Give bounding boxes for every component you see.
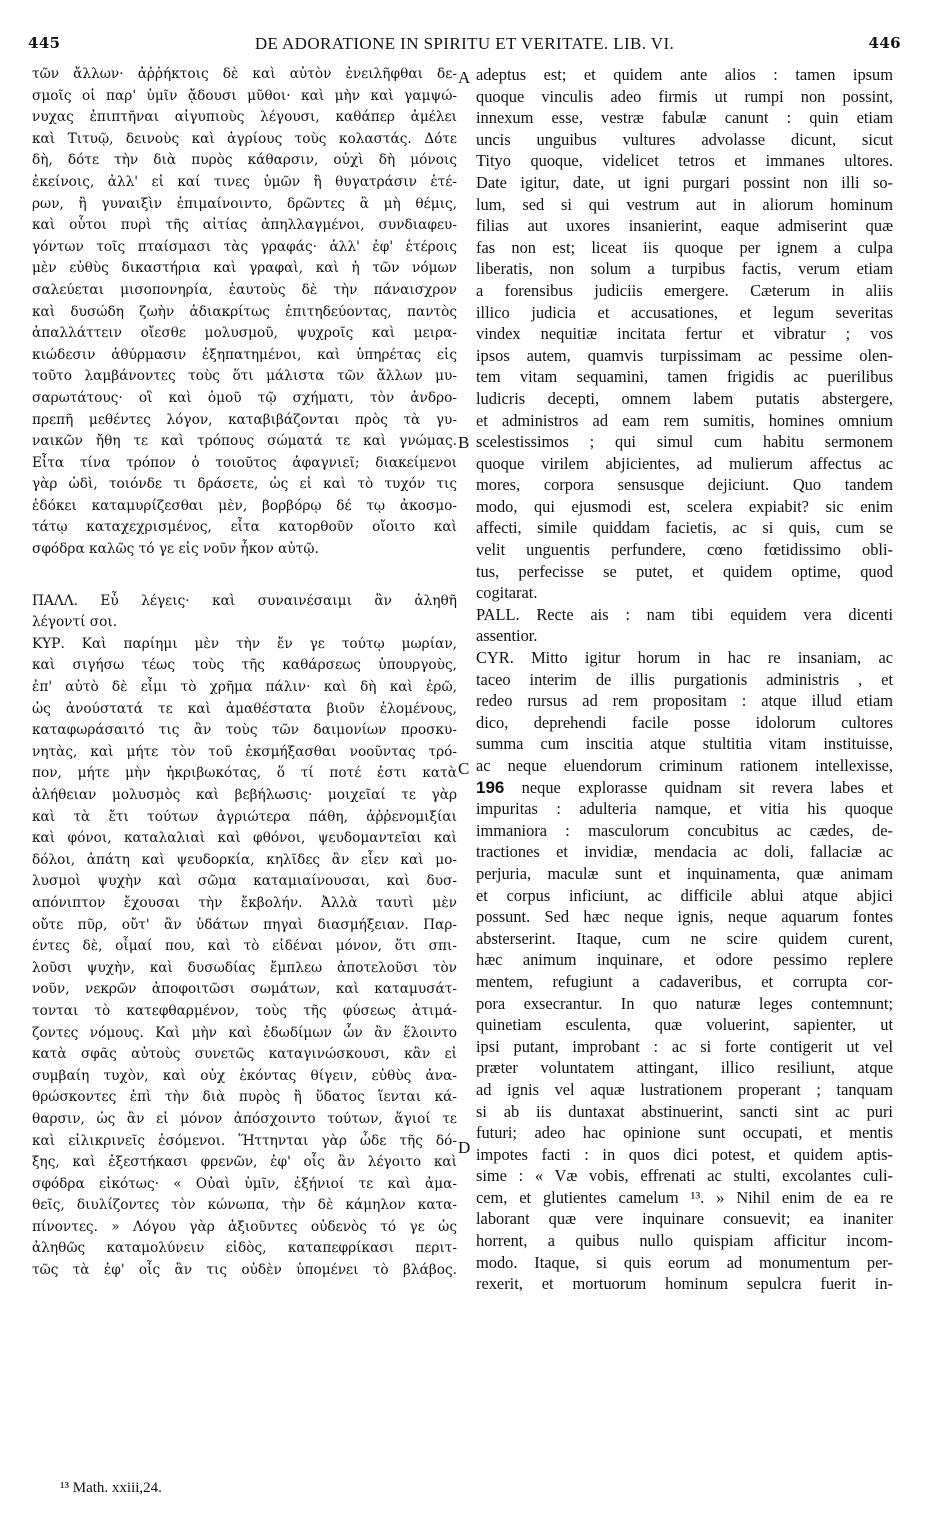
text-line: καὶ Τιτυῷ, δεινοὺς καὶ ἀγρίους τοὺς κολαστάς. Δότε (32, 130, 457, 147)
text-line: σφόδρα καλῶς τό γε εἰς νοῦν ἧκον αὐτῷ. (32, 541, 319, 558)
text-line: νοῦν, νεκρῶν ἀποφοιτῶσι σωμάτων, καὶ καταμυσάτ- (32, 981, 457, 998)
text-line: ἐδόκει καταμυρίζεσθαι μὲν, βορβόρῳ δέ τῳ ἀκοσμο- (32, 497, 457, 514)
text-line: mores, corpora sensusque dejiciunt. Quo tandem (476, 475, 893, 495)
text-line: καὶ οὗτοι πυρὶ τῆς αἰτίας ἀπηλλαγμένοι, συνδιαφευ- (32, 217, 457, 234)
text-line: scelestissimos ; qui simul cum habitu sermonem (476, 432, 893, 452)
text-line: ζοντες νόμους. Καὶ μὴν καὶ ἐδωδίμων ὧν ἂν ἕλοιντο (32, 1024, 457, 1041)
text-line: ΠΑΛΛ. Εὖ λέγεις· καὶ συναινέσαιμι ἂν ἀληθῆ (32, 592, 457, 609)
text-line: a forensibus judiciis emergere. Cæterum in aliis (476, 280, 893, 300)
text-line: horrent, a quibus nullo quispiam afficitur incom- (476, 1231, 893, 1251)
text-line: ἐκείνοις, ἀλλ' εἰ καί τινες ὑμῶν ἢ θυγατράσιν ἑτέ- (32, 173, 457, 190)
text-line: cogitarat. (476, 583, 538, 603)
text-line: σμοῖς οἱ παρ' ὑμῖν ᾄδουσι μῦθοι· καὶ μὴν καὶ γαμψώ- (32, 87, 457, 104)
text-line: θρώσκοντες ἐπὶ τὴν διὰ πυρὸς ἢ ὕδατος ἵενται κά- (32, 1089, 457, 1106)
text-line: pora exsecrantur. In quo naturæ leges contemnunt; (476, 993, 893, 1013)
text-line: sime : « Væ vobis, effrenati ac stulti, excolantes culi- (476, 1166, 893, 1186)
text-line: απόνιπτον ἔχουσαι τὴν ἔκβολήν. Ἀλλὰ ταυτὶ μὲν (32, 894, 457, 911)
text-line: ipsi putant, improbant : ac si forte contigerit ut vel (476, 1036, 893, 1056)
text-line: λυσμοὶ ψυχὴν καὶ σῶμα καταμιαίνουσαι, καὶ δυσ- (32, 873, 457, 890)
text-line: καὶ φόνοι, καταλαλιαὶ καὶ φθόνοι, ψευδομαντεῖαι καὶ (32, 830, 457, 847)
text-line: tem vitam sequamini, tamen frigidis ac puerilibus (476, 367, 893, 387)
text-line: ipsos autem, quamvis turpissimam ac pessime olen- (476, 345, 893, 365)
text-line: affecti, simile quiddam facietis, ac si quis, cum se (476, 518, 893, 538)
text-line: πίνοντες. » Λόγου γὰρ ἀξιοῦντες οὐδενὸς τό γε ὡς (32, 1218, 457, 1235)
text-line: uncis unguibus vultures advolasse dicunt, sicut (476, 129, 893, 149)
text-line: ἀλήθειαν μολυσμὸς καὶ βεβήλωσις· μοιχεῖαί τε γὰρ (32, 787, 457, 803)
text-line: assentior. (476, 626, 538, 646)
text-line: hæc animum inquinare, et odore pessimo replere (476, 950, 893, 970)
text-line: et corpus inficiunt, ac difficile ablui atque abjici (476, 885, 893, 905)
text-line (32, 561, 457, 591)
text-line: illico judicia et accusationes, et legum severitas (476, 302, 893, 322)
latin-column (476, 64, 893, 1295)
text-line: PALL. Recte ais : nam tibi equidem vera dicenti (476, 604, 893, 624)
text-line: καὶ δυσώδη ζωὴν ἀδιακρίτως ἐπιτηδεύοντας, παντὸς (32, 303, 457, 320)
text-line: quoque virilem abjicientes, ad mulierum affectus ac (476, 453, 893, 473)
text-line: λέγοντί σοι. (32, 614, 118, 631)
text-line: si ab iis duntaxat abstinuerint, sancti sint ac puri (476, 1101, 893, 1121)
page-number-right: 446 (868, 34, 901, 52)
text-line: liberatis, non solum a turpibus factis, verum etiam (476, 259, 893, 279)
text-line: λοῦσι ψυχὴν, καὶ δυσωδίας ἔμπλεω ἀποτελοῦσι τὸν (32, 959, 457, 976)
text-line: πρεπῆ μεθέντες λόγον, καταβιβάζονται πρὸς τὰ γυ- (32, 411, 457, 428)
text-line: præter voluntatem attingant, illico resiliunt, atque (476, 1058, 893, 1078)
text-line: τάτῳ καταχεχρισμένος, εἶτα κατορθοῦν οἴοιτο καὶ (32, 519, 457, 536)
text-line: laborant quæ vere inquinare consuevit; ea inaniter (476, 1209, 893, 1229)
margin-letter-d: D (458, 1138, 471, 1157)
text-line: velit unguentis perfundere, cœno fœtidissimo obli- (476, 540, 893, 560)
text-line: γόντων τοῖς πταίσμασι τὰς γραφάς· ἀλλ' ἐφ' ἑτέροις (32, 238, 457, 255)
text-line: κιώδεσιν ἀθύρμασιν ἐξηπατημένοι, καὶ ὑπηρέτας εἰς (32, 346, 457, 363)
text-line: summa cum inscitia atque stultitia vitam instituisse, (476, 734, 893, 754)
text-line: quoque vinculis adeo firmis ut rumpi non possint, (476, 86, 893, 106)
text-line: 196 neque explorasse quidnam sit revera labes et (476, 777, 893, 797)
text-line: fas non est; liceat iis quoque per ignem a culpa (476, 237, 893, 257)
text-line: ac neque eluendorum criminum rationem intellexisse, (476, 756, 893, 775)
text-line: CYR. Mitto igitur horum in hac re insaniam, ac (476, 648, 893, 668)
text-line: δόλοι, ἀπάτη καὶ ψευδορκία, κηλῖδες ἂν εἶεν καὶ μο- (32, 851, 457, 868)
text-line: modo. Itaque, si quis eorum ad monumentum per- (476, 1252, 893, 1272)
text-line: ad ignis vel aquæ lustrationem properant ; tanquam (476, 1079, 893, 1099)
text-line: impotes facti : in quos dici potest, et quidem aptis- (476, 1144, 893, 1164)
text-line: modo, qui ejusmodi est, scelera expiabit? sic enim (476, 496, 893, 516)
text-line: ἀληθῶς καταμολύνειν εἰδὸς, καταπεφρίκασι περιτ- (32, 1240, 457, 1257)
text-line: futuri; adeo hac opinione sunt occupati, et mentis (476, 1123, 893, 1143)
text-line: πον, μήτε μὴν ἠκριβωκότας, ὅ τί ποτέ ἐστι κατὰ (32, 765, 457, 782)
margin-letter-a: A (458, 68, 471, 87)
text-line: immaniora : masculorum concubitus ac cædes, de- (476, 820, 893, 840)
text-line: cem, et glutientes camelum ¹³. » Nihil enim de ea re (476, 1187, 893, 1207)
text-line: σαλεύεται μισοπονηρία, ἑαυτοὺς δὲ τὴν πάναισχρον (32, 281, 457, 298)
margin-letter-c: C (458, 759, 470, 778)
text-line: καταφωράσαιτό τις ἂν τοὺς τῶν δαιμονίων προσκυ- (32, 722, 457, 739)
text-line: καὶ τὰ ἔτι τούτων ἀγριώτερα πάθη, ἀῤῥενομιξίαι (32, 808, 457, 825)
text-line: τοῦτο λαμβάνοντες τοὺς ὅτι μάλιστα τῶν ἄλλων μυ- (32, 368, 457, 385)
greek-column (32, 64, 457, 1282)
running-title: DE ADORATIONE IN SPIRITU ET VERITATE. LIB. VI. (254, 34, 675, 53)
text-line: possunt. Sed hæc neque ignis, neque aquarum fontes (476, 907, 893, 927)
text-line: τονται τὸ κατεφθαρμένον, τοὺς τῆς φύσεως ἀτιμά- (32, 1002, 457, 1019)
text-line: ὡς ἀνούστατά τε καὶ ἀμαθέστατα βιοῦν ἑλομένους, (32, 700, 457, 717)
text-line: καὶ εἰλικρινεῖς ἐσόμενοι. Ἥττηνται γὰρ ὧδε τῆς δό- (32, 1132, 457, 1149)
text-line: perjuria, maculæ sunt et inquinamenta, quæ animam (476, 863, 893, 883)
text-line: ΚΥΡ. Καὶ παρίημι μὲν τὴν ἔν γε τούτῳ μωρίαν, (32, 635, 457, 652)
text-line: θεῖς, διυλίζοντες τὸν κώνωπα, τὴν δὲ κάμηλον κατα- (32, 1197, 457, 1214)
text-line: θαρσιν, ὡς ἂν εἰ μόνον ἀπόσχοιντο τούτων, ἅγιοί τε (32, 1110, 457, 1127)
text-line: σφόδρα εἰκότως· « Οὐαὶ ὑμῖν, ἐξήνιοί τε καὶ ἀμα- (32, 1175, 457, 1192)
text-line: ναικῶν ἤθη τε καὶ τρόπους σώματά τε καὶ γνώμας. (32, 433, 457, 450)
text-line: ludicris decepti, omnem labem putatis abstergere, (476, 388, 893, 408)
text-line: ξης, καὶ ἐξεστήκασι φρενῶν, ἐφ' οἷς ἂν λέγοιτο καὶ (32, 1154, 457, 1171)
text-line: vindex nequitiæ incitata fertur et vibratur ; vos (476, 324, 893, 344)
text-line: συμβαίη τυχὸν, καὶ οὐχ ἑκόντας θίγειν, εὐθὺς ἀνα- (32, 1067, 457, 1084)
text-line: μὲν εὐθὺς δικαστήρια καὶ γραφαὶ, καὶ ἡ τῶν νόμων (32, 260, 457, 277)
text-line: Tityo quoque, videlicet tetros et immanes ultores. (476, 151, 893, 171)
text-line: tractiones et invidiæ, mendacia ac doli, fallaciæ ac (476, 842, 893, 862)
text-line: Εἶτα τίνα τρόπον ὁ τοιοῦτος ἁφαγνιεῖ; διακείμενοι (32, 454, 457, 471)
footnote: ¹³ Math. xxiii,24. (60, 1480, 162, 1496)
page-number-left: 445 (28, 34, 61, 52)
text-line: impuritas : adulteria namque, et vitia his quoque (476, 799, 893, 819)
text-line: σαρωτάτους· οἳ καὶ ὁμοῦ τῷ σχήματι, τὸν ἀνδρο- (32, 389, 457, 406)
text-line: quinetiam esculenta, quæ voluerint, sapienter, ut (476, 1015, 893, 1035)
text-line: ἀπαλλάττειν οἴεσθε μολυσμοῦ, ψυχροῖς καὶ μειρα- (32, 325, 457, 342)
text-line: καὶ σιγήσω τέως τοὺς τῆς καθάρσεως ὑπουργοὺς, (32, 657, 457, 674)
text-line: innexum esse, vestræ fabulæ canunt : quin etiam (476, 108, 893, 128)
text-line: rexerit, et mortuorum hominum sepulcra fuerit in- (476, 1274, 893, 1294)
text-line: redeo rursus ad rem propositam : atque illud etiam (476, 691, 893, 711)
text-line: κατὰ σφᾶς αὐτοὺς συνετῶς καταγινώσκουσι, κἂν εἰ (32, 1046, 457, 1063)
text-line: ρων, ἢ γυναιξὶν ἐπιμαίνοιντο, δρῶντες ἃ μὴ θέμις, (32, 195, 457, 212)
text-line: dico, deprehendi facile posse idolorum cultores (476, 712, 893, 732)
text-line: taceo interim de illis purgationis administris , et (476, 669, 893, 689)
text-line: adeptus est; et quidem ante alios : tamen ipsum (476, 65, 893, 84)
text-line: τῶς τὰ ἐφ' οἷς ἂν τις οὐδὲν ὑπομένει τὸ βλάβος. (32, 1262, 457, 1279)
text-line: absterserint. Itaque, cum ne scire quidem curent, (476, 928, 893, 948)
text-line: Date igitur, date, ut igni purgari possint non illi so- (476, 172, 893, 192)
margin-letter-b: B (458, 433, 470, 452)
text-line: filias aut uxores insanierint, eaque admiserint quæ (476, 216, 893, 236)
text-line: οὔτε πῦρ, οὔτ' ἂν ὑδάτων πηγαὶ διασμήξειαν. Παρ- (32, 916, 457, 933)
text-line: νητὰς, καὶ μήτε τὸν τοῦ ἐκσμήξασθαι νοοῦντας τρό- (32, 743, 457, 760)
text-line: νυχας ἐπιπτῆναι αἰγυπιοὺς λέγουσι, καθάπερ ἀμέλει (32, 109, 457, 126)
text-line: mentem, refugiunt a cadaveribus, et corrupta cor- (476, 971, 893, 991)
text-line: τῶν ἄλλων· ἀῤῥήκτοις δὲ καὶ αὐτὸν ἐνειλῆφθαι δε- (32, 66, 457, 82)
text-line: ἐπ' αὐτὸ δὲ εἶμι τὸ χρῆμα πάλιν· καὶ δὴ καὶ ἐρῶ, (32, 679, 457, 696)
running-header (28, 34, 901, 56)
text-line: γὰρ ὡδὶ, τοιόνδε τι δράσετε, ὡς εἰ καὶ τὸ τυχόν τις (32, 476, 457, 493)
text-line: έντες δὲ, οἶμαί που, καὶ τὸ εἰδέναι μόνον, ὅτι σπι- (32, 938, 457, 955)
text-line: tus, perfecisse se putet, et quidem optime, quod (476, 561, 893, 581)
folio-number: 196 (476, 777, 505, 797)
text-line: δὴ, δότε τὴν διὰ πυρὸς κάθαρσιν, οὐχὶ δὴ μόνοις (32, 152, 457, 169)
text-line: et administros ad eam rem sumitis, homines omnium (476, 410, 893, 430)
text-line: lum, sed si qui vestrum aut in aliorum hominum (476, 194, 893, 214)
